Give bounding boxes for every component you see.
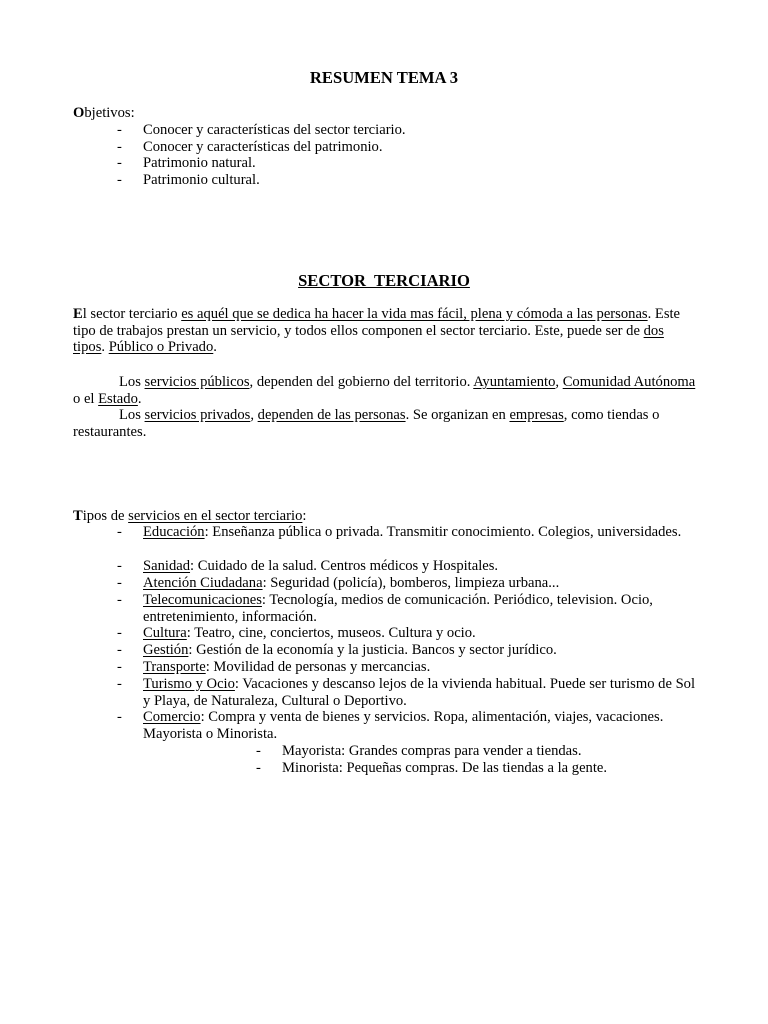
objetivo-item: - Patrimonio natural. xyxy=(117,155,256,171)
objetivo-item: - Conocer y características del sector terciario. xyxy=(117,122,406,138)
service-item: - Educación: Enseñanza pública o privada. Transmitir conocimiento. Colegios, universidades. xyxy=(117,524,682,540)
objetivo-item: - Patrimonio cultural. xyxy=(117,172,260,188)
tipos-heading: Tipos de servicios en el sector terciario: xyxy=(73,508,307,524)
commerce-subitem: - Minorista: Pequeñas compras. De las tiendas a la gente. xyxy=(256,760,608,776)
service-item: - Comercio: Compra y venta de bienes y servicios. Ropa, alimentación, viajes, vacaciones. Mayorista o Minorista. xyxy=(117,709,664,742)
service-item: - Telecomunicaciones: Tecnología, medios de comunicación. Periódico, television. Ocio, entretenimiento, información. xyxy=(117,592,653,625)
commerce-subitem: - Mayorista: Grandes compras para vender a tiendas. xyxy=(256,743,582,759)
service-item: - Sanidad: Cuidado de la salud. Centros médicos y Hospitales. xyxy=(117,558,499,574)
intro-paragraph: El sector terciario es aquél que se dedica ha hacer la vida mas fácil, plena y cómoda a las personas. Este tipo de trabajos prestan un servicio, y todos ellos componen el sector terciario. Este, puede ser de dos tipos. Público o Privado. xyxy=(73,306,681,356)
service-item: - Gestión: Gestión de la economía y la justicia. Bancos y sector jurídico. xyxy=(117,642,557,658)
service-item: - Turismo y Ocio: Vacaciones y descanso lejos de la vivienda habitual. Puede ser turismo de Sol y Playa, de Naturaleza, Cultural o Deportivo. xyxy=(117,676,696,709)
private-services-paragraph: Los servicios privados, dependen de las personas. Se organizan en empresas, como tiendas o restaurantes. xyxy=(73,407,660,440)
document-title: RESUMEN TEMA 3 xyxy=(309,68,459,87)
service-item: - Cultura: Teatro, cine, conciertos, museos. Cultura y ocio. xyxy=(117,625,476,641)
objetivo-item: - Conocer y características del patrimonio. xyxy=(117,139,383,155)
public-services-paragraph: Los servicios públicos, dependen del gobierno del territorio. Ayuntamiento, Comunidad Autónoma o el Estado. xyxy=(73,374,696,407)
service-item: - Atención Ciudadana: Seguridad (policía), bomberos, limpieza urbana... xyxy=(117,575,560,591)
section-title: SECTOR TERCIARIO xyxy=(298,271,470,290)
objetivos-heading: Objetivos: xyxy=(73,105,135,121)
service-item: - Transporte: Movilidad de personas y mercancias. xyxy=(117,659,431,675)
